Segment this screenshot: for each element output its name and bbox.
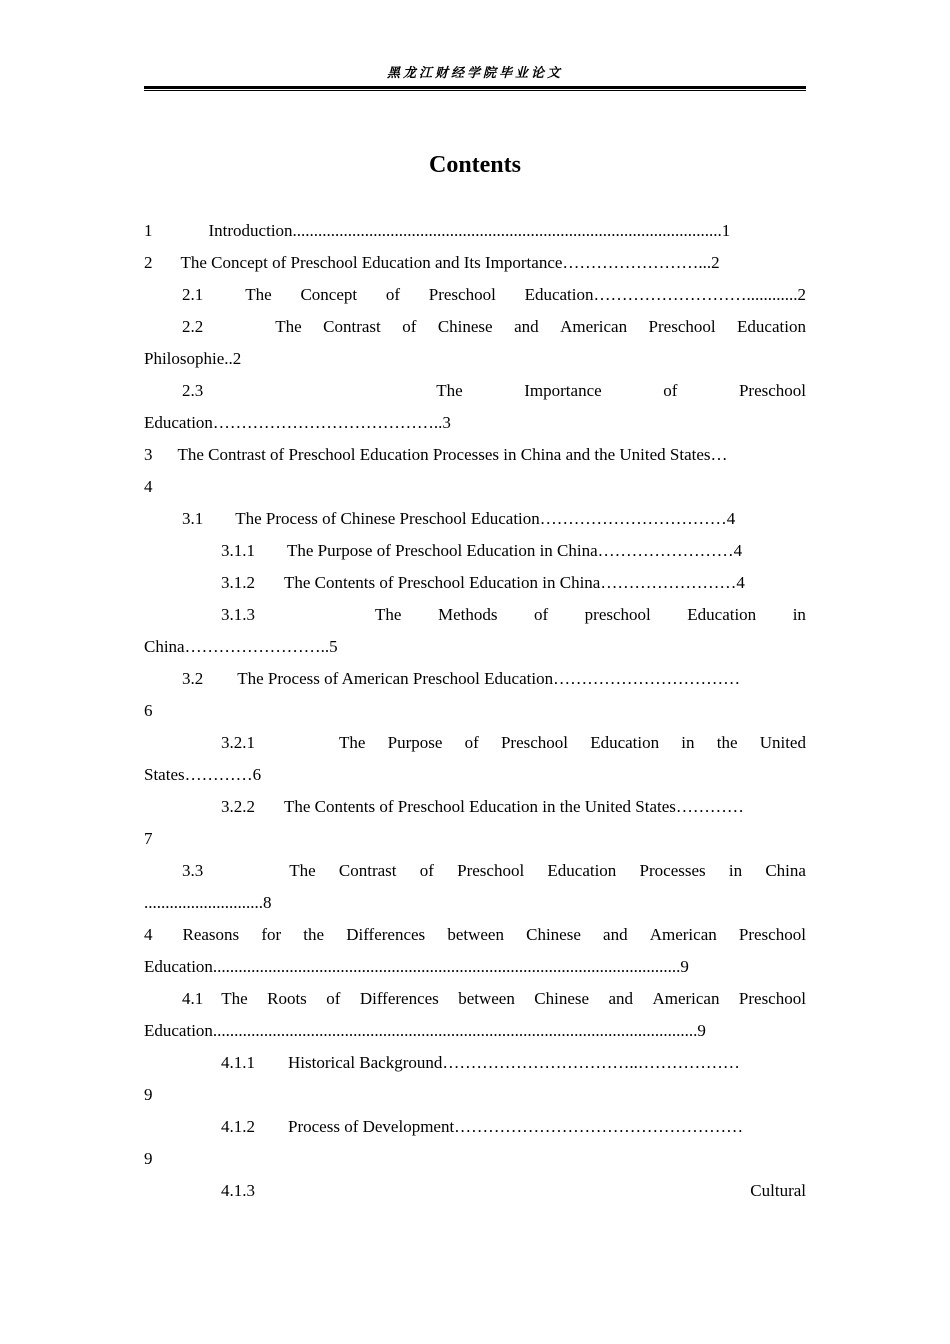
toc-word: The [275,317,302,336]
toc-continuation: Education..................................................................................................................9 [144,1021,706,1040]
toc-number: 4 [144,925,153,944]
toc-title: The Process of American Preschool Education…………………………… [237,669,741,688]
toc-number: 3.1.3 [221,605,255,624]
toc-title: Introduction [208,221,293,240]
toc-word: Preschool [500,733,568,752]
toc-word: United [759,733,806,752]
toc-word: the [303,925,325,944]
toc-entry-4-1-1[interactable] [144,1047,806,1111]
toc-word: between [458,989,515,1008]
toc-entry-3[interactable] [144,439,806,503]
toc-title: The Purpose of Preschool Education in China……………………4 [287,541,743,560]
header-rule-thin [144,90,806,91]
toc-title: The Process of Chinese Preschool Education……………………………4 [235,509,736,528]
toc-title: The Contents of Preschool Education in China……………………4 [284,573,745,592]
toc-number: 3.3 [182,861,204,880]
toc-page-number: 6 [144,701,153,720]
toc-entry-3-2[interactable] [144,663,806,727]
toc-word: Concept [300,285,358,304]
toc-word: China [765,861,806,880]
toc-word: preschool [584,605,651,624]
toc-entry-2-1[interactable] [144,279,806,311]
toc-word: Differences [346,925,426,944]
toc-word: Preschool [738,989,806,1008]
toc-page-number: 9 [144,1085,153,1104]
toc-entry-1[interactable] [144,215,806,247]
toc-continuation: Education…………………………………..3 [144,413,451,432]
toc-word: between [447,925,504,944]
toc-entry-4-1-3[interactable] [144,1175,806,1207]
toc-title: Process of Development…………………………………………… [288,1117,744,1136]
running-header: 黑龙江财经学院毕业论文 [386,66,563,81]
toc-word: Education………………………............2 [524,285,806,304]
toc-page-number: 9 [144,1149,153,1168]
toc-entry-3-2-2[interactable] [144,791,806,855]
toc-number: 2.3 [182,381,204,400]
toc-word: of [464,733,479,752]
toc-word: Contrast [323,317,381,336]
toc-word: of [663,381,678,400]
toc-word: Education [547,861,617,880]
toc-word: of [419,861,434,880]
toc-page-number: 7 [144,829,153,848]
toc-word: of [533,605,549,624]
toc-continuation: ............................8 [144,893,272,912]
toc-word: Methods [437,605,498,624]
toc-word: Purpose [387,733,443,752]
toc-entry-4[interactable] [144,919,806,983]
toc-entry-2-2[interactable] [144,311,806,375]
toc-number: 1 [144,221,153,240]
toc-number: 4.1.3 [221,1181,255,1200]
toc-number: 3.1.1 [221,541,255,560]
page-title: Contents [428,152,521,178]
toc-word: Chinese [437,317,493,336]
toc-word: for [261,925,282,944]
toc-entry-3-1-2[interactable] [144,567,806,599]
toc-word: Preschool [738,925,806,944]
toc-leader-page: ……………………...2 [562,253,720,272]
toc-entry-3-2-1[interactable] [144,727,806,791]
toc-word: of [326,989,341,1008]
toc-word: of [385,285,401,304]
toc-word: Preschool [428,285,496,304]
toc-word: The [245,285,272,304]
toc-number: 3.1.2 [221,573,255,592]
toc-leader-page: .....................................................................................................1 [292,221,731,240]
toc-word: The [339,733,366,752]
toc-entry-2[interactable] [144,247,806,279]
toc-entry-3-3[interactable] [144,855,806,919]
toc-number: 3 [144,445,153,464]
toc-entry-2-3[interactable] [144,375,806,439]
toc-word: American [652,989,720,1008]
toc-word: American [560,317,628,336]
toc-word: Preschool [648,317,716,336]
toc-word: The [289,861,316,880]
toc-title: The Concept of Preschool Education and Its Importance [180,253,563,272]
toc-word: Cultural [750,1181,806,1200]
toc-word: The [436,381,463,400]
toc-number: 3.2.2 [221,797,255,816]
toc-title: Historical Background……………………………..……………… [288,1053,740,1072]
toc-word: Education [687,605,757,624]
toc-word: in [681,733,695,752]
toc-word: in [792,605,806,624]
toc-continuation: Philosophie..2 [144,349,242,368]
toc-word: in [728,861,743,880]
toc-word: Importance [524,381,602,400]
toc-number: 4.1.2 [221,1117,255,1136]
toc-number: 2 [144,253,153,272]
toc-number: 3.2 [182,669,204,688]
toc-word: of [402,317,417,336]
toc-word: Contrast [338,861,397,880]
toc-number: 3.1 [182,509,204,528]
toc-number: 3.2.1 [221,733,255,752]
toc-continuation: States…………6 [144,765,262,784]
toc-word: and [514,317,539,336]
toc-entry-3-1-3[interactable] [144,599,806,663]
toc-number: 4.1.1 [221,1053,255,1072]
toc-word: Processes [639,861,706,880]
toc-word: the [716,733,738,752]
toc-number: 2.1 [182,285,204,304]
toc-word: Preschool [738,381,806,400]
toc-word: Chinese [526,925,581,944]
toc-word: and [603,925,628,944]
toc-word: Education [590,733,660,752]
toc-page-number: 4 [144,477,153,496]
toc-entry-4-1-2[interactable] [144,1111,806,1175]
toc-word: Roots [267,989,307,1008]
toc-word: and [608,989,634,1008]
toc-word: American [649,925,717,944]
toc-word: Education [737,317,806,336]
toc-word: The [221,989,248,1008]
toc-entry-4-1[interactable] [144,983,806,1047]
toc-number: 4.1 [182,989,204,1008]
toc-word: The [375,605,402,624]
toc-title: The Contents of Preschool Education in the United States………… [284,797,744,816]
toc-continuation: China……………………..5 [144,637,338,656]
toc-word: Chinese [534,989,590,1008]
toc-entry-3-1[interactable] [144,503,806,535]
toc-word: Differences [359,989,439,1008]
header-rule-thick [144,86,806,89]
toc-entry-3-1-1[interactable] [144,535,806,567]
toc-word: Preschool [457,861,525,880]
toc-continuation: Education..............................................................................................................9 [144,957,689,976]
toc-title: The Contrast of Preschool Education Processes in China and the United States… [177,445,728,464]
toc-number: 2.2 [182,317,204,336]
toc-word: Reasons [182,925,240,944]
table-of-contents [144,215,806,1207]
